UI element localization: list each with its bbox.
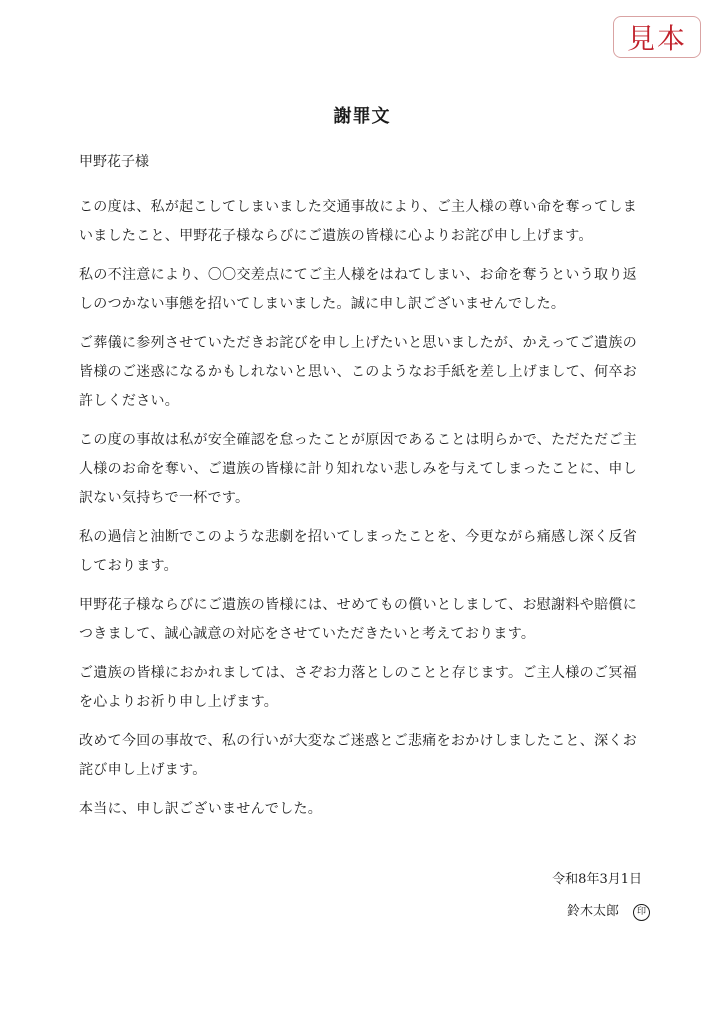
paragraph-7: ご遺族の皆様におかれましては、さぞお力落としのことと存じます。ご主人様のご冥福を心よりお祈り申し上げます。 [79, 665, 637, 710]
paragraph-4: この度の事故は私が安全確認を怠ったことが原因であることは明らかで、ただただご主人様のお命を奪い、ご遺族の皆様に計り知れない悲しみを与えてしまったことに、申し訳ない気持ちで一杯です。 [79, 432, 637, 506]
letter-body [79, 193, 637, 834]
sample-stamp-label: 見本 [626, 22, 687, 55]
paragraph-3: ご葬儀に参列させていただきお詫びを申し上げたいと思いましたが、かえってご遺族の皆様のご迷惑になるかもしれないと思い、このようなお手紙を差し上げまして、何卒お許しください。 [79, 335, 637, 409]
signature-line [567, 902, 650, 922]
paragraph-5: 私の過信と油断でこのような悲劇を招いてしまったことを、今更ながら痛感し深く反省しております。 [79, 529, 637, 574]
paragraph-6: 甲野花子様ならびにご遺族の皆様には、せめてもの償いとしまして、お慰謝料や賠償につきまして、誠心誠意の対応をさせていただきたいと考えております。 [79, 597, 637, 642]
paragraph-2: 私の不注意により、〇〇交差点にてご主人様をはねてしまい、お命を奪うという取り返しのつかない事態を招いてしまいました。誠に申し訳ございませんでした。 [79, 267, 637, 312]
recipient-name: 甲野花子様 [79, 154, 149, 170]
seal-mark: 印 [633, 904, 650, 921]
letter-date: 令和8年3月1日 [552, 872, 642, 887]
document-title: 謝罪文 [333, 106, 391, 127]
paragraph-1: この度は、私が起こしてしまいました交通事故により、ご主人様の尊い命を奪ってしまいましたこと、甲野花子様ならびにご遺族の皆様に心よりお詫び申し上げます。 [79, 199, 637, 244]
paragraph-9: 本当に、申し訳ございませんでした。 [79, 801, 323, 817]
paragraph-8: 改めて今回の事故で、私の行いが大変なご迷惑とご悲痛をおかけしましたこと、深くお詫び申し上げます。 [79, 733, 637, 778]
signer-name: 鈴木太郎 [566, 904, 619, 919]
sample-stamp [613, 16, 701, 58]
